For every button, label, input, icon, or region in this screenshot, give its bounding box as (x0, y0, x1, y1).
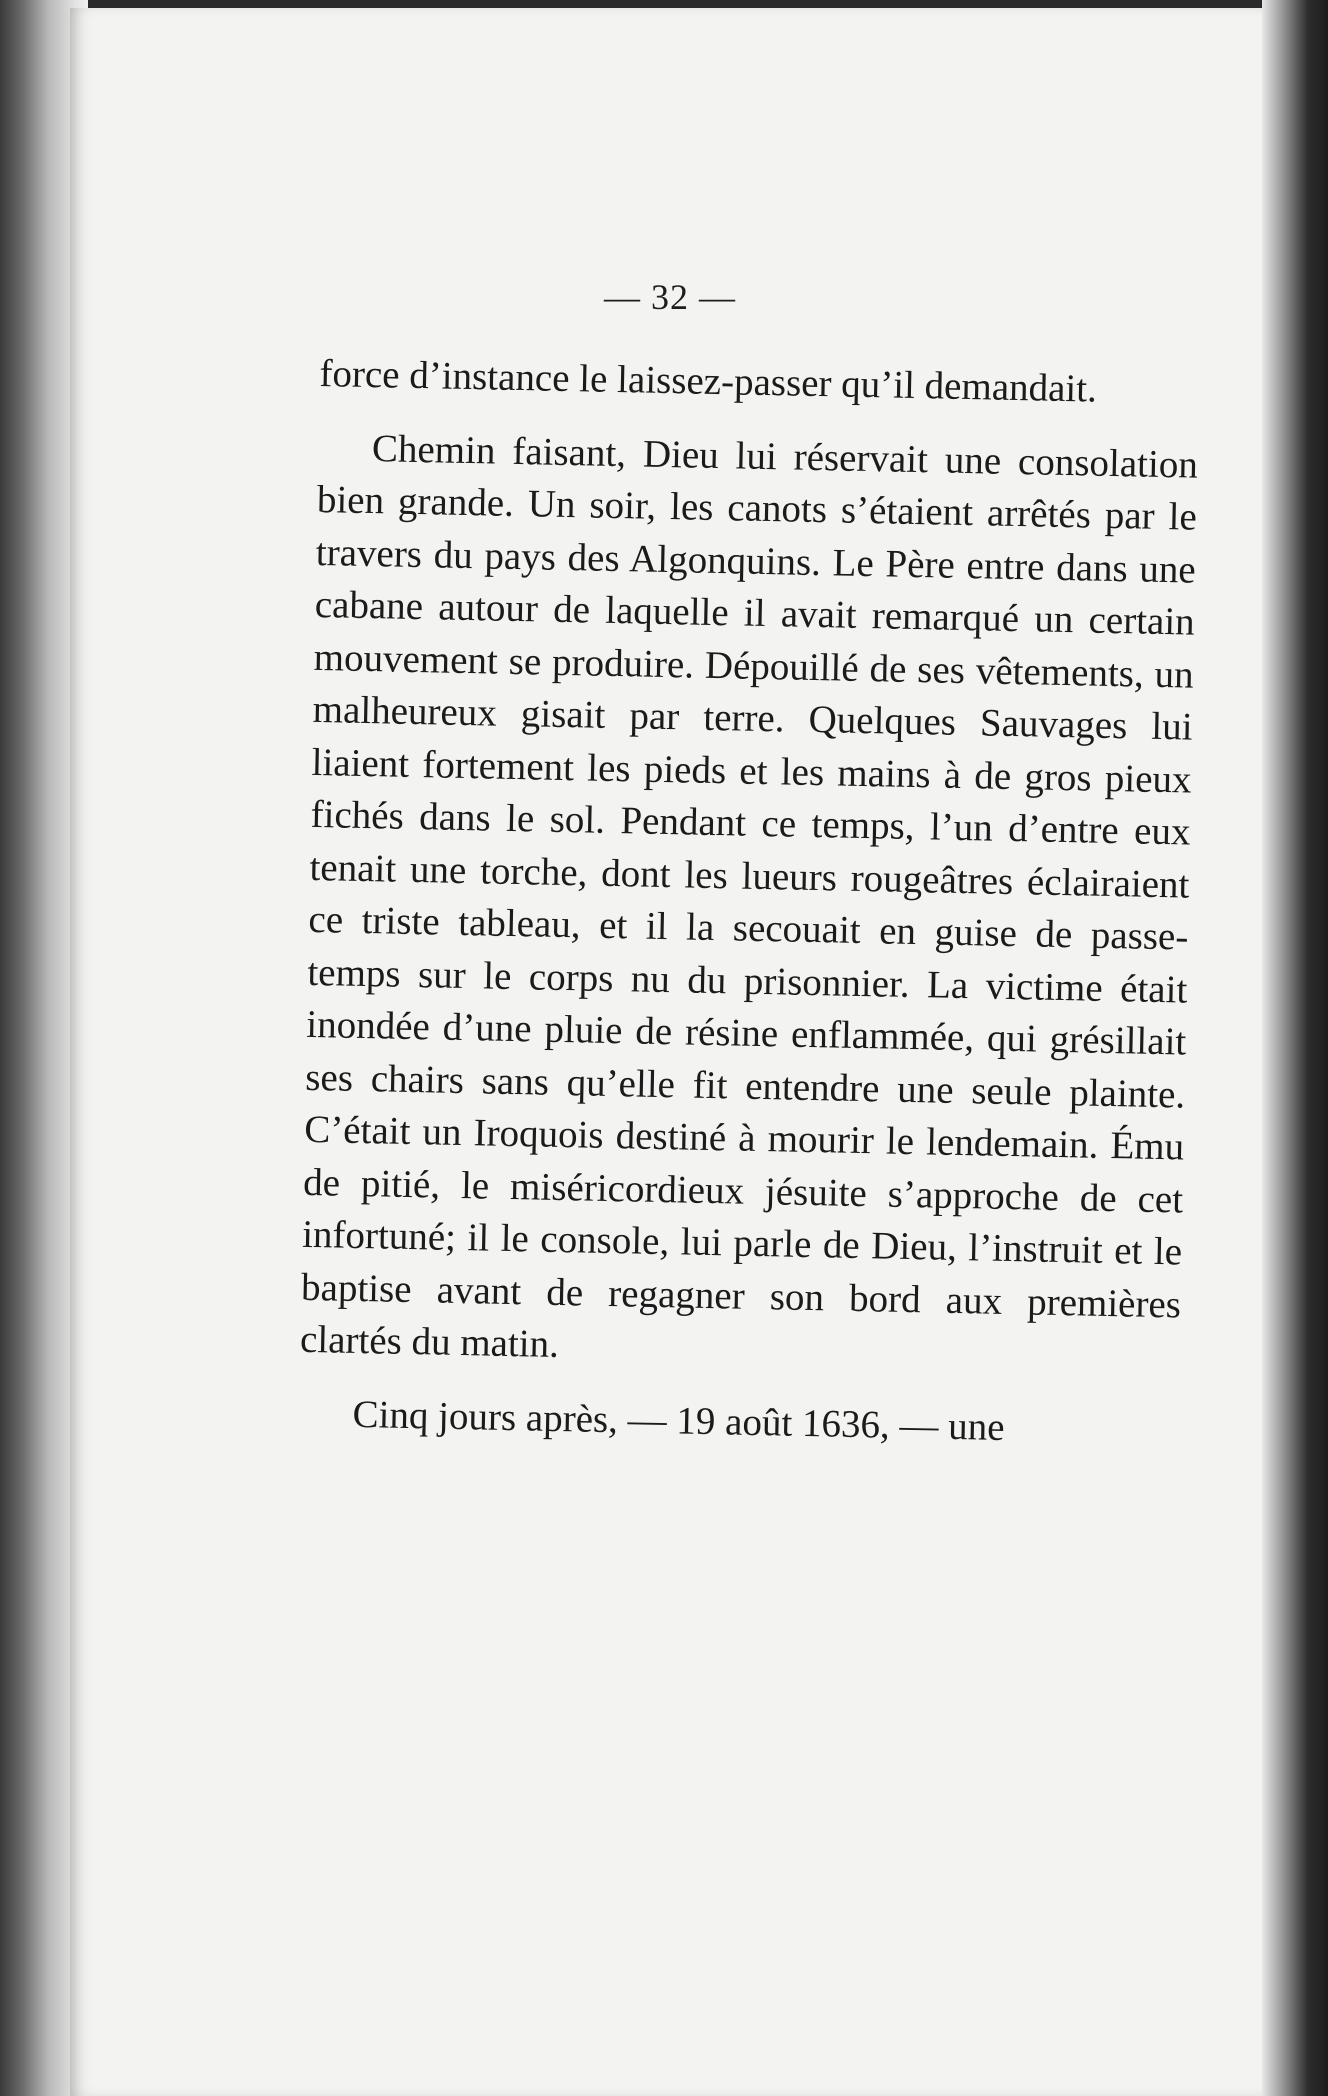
body-text (298, 348, 1200, 1478)
paragraph-final: Cinq jours après, — 19 août 1636, — une (352, 1392, 1006, 1449)
paragraph-main: Chemin faisant, Dieu lui réservait une consolation bien grande. Un soir, les canots s’étaient arrêtés par le travers du pays des Algonquins. Le Père entre dans une cabane autour de laquelle il avait remarqué un certain mouvement se produire. Dépouillé de ses vêtements, un malheureux gisait par terre. Quelques Sauvages lui liaient fortement les pieds et les mains à de gros pieux fichés dans le sol. Pendant ce temps, l’un d’entre eux tenait une torche, dont les lueurs rougeâtres éclairaient ce triste tableau, et il la secouait en guise de passe-temps sur le corps nu du prisonnier. La victime était inondée d’une pluie de résine enflammée, qui grésillait ses chairs sans qu’elle fit entendre une seule plainte. C’était un Iroquois destiné à mourir le lendemain. Ému de pitié, le miséricordieux jésuite s’approche de cet infortuné; il le console, lui parle de Dieu, l’instruit et le baptise avant de regagner son bord aux premières clartés du matin. (299, 426, 1199, 1366)
paragraph-continuation: force d’instance le laissez-passer qu’il demandait. (319, 351, 1098, 411)
page-number: — 32 — (604, 277, 736, 317)
book-page (70, 8, 1270, 2096)
book-outer-edge (1262, 0, 1328, 2096)
